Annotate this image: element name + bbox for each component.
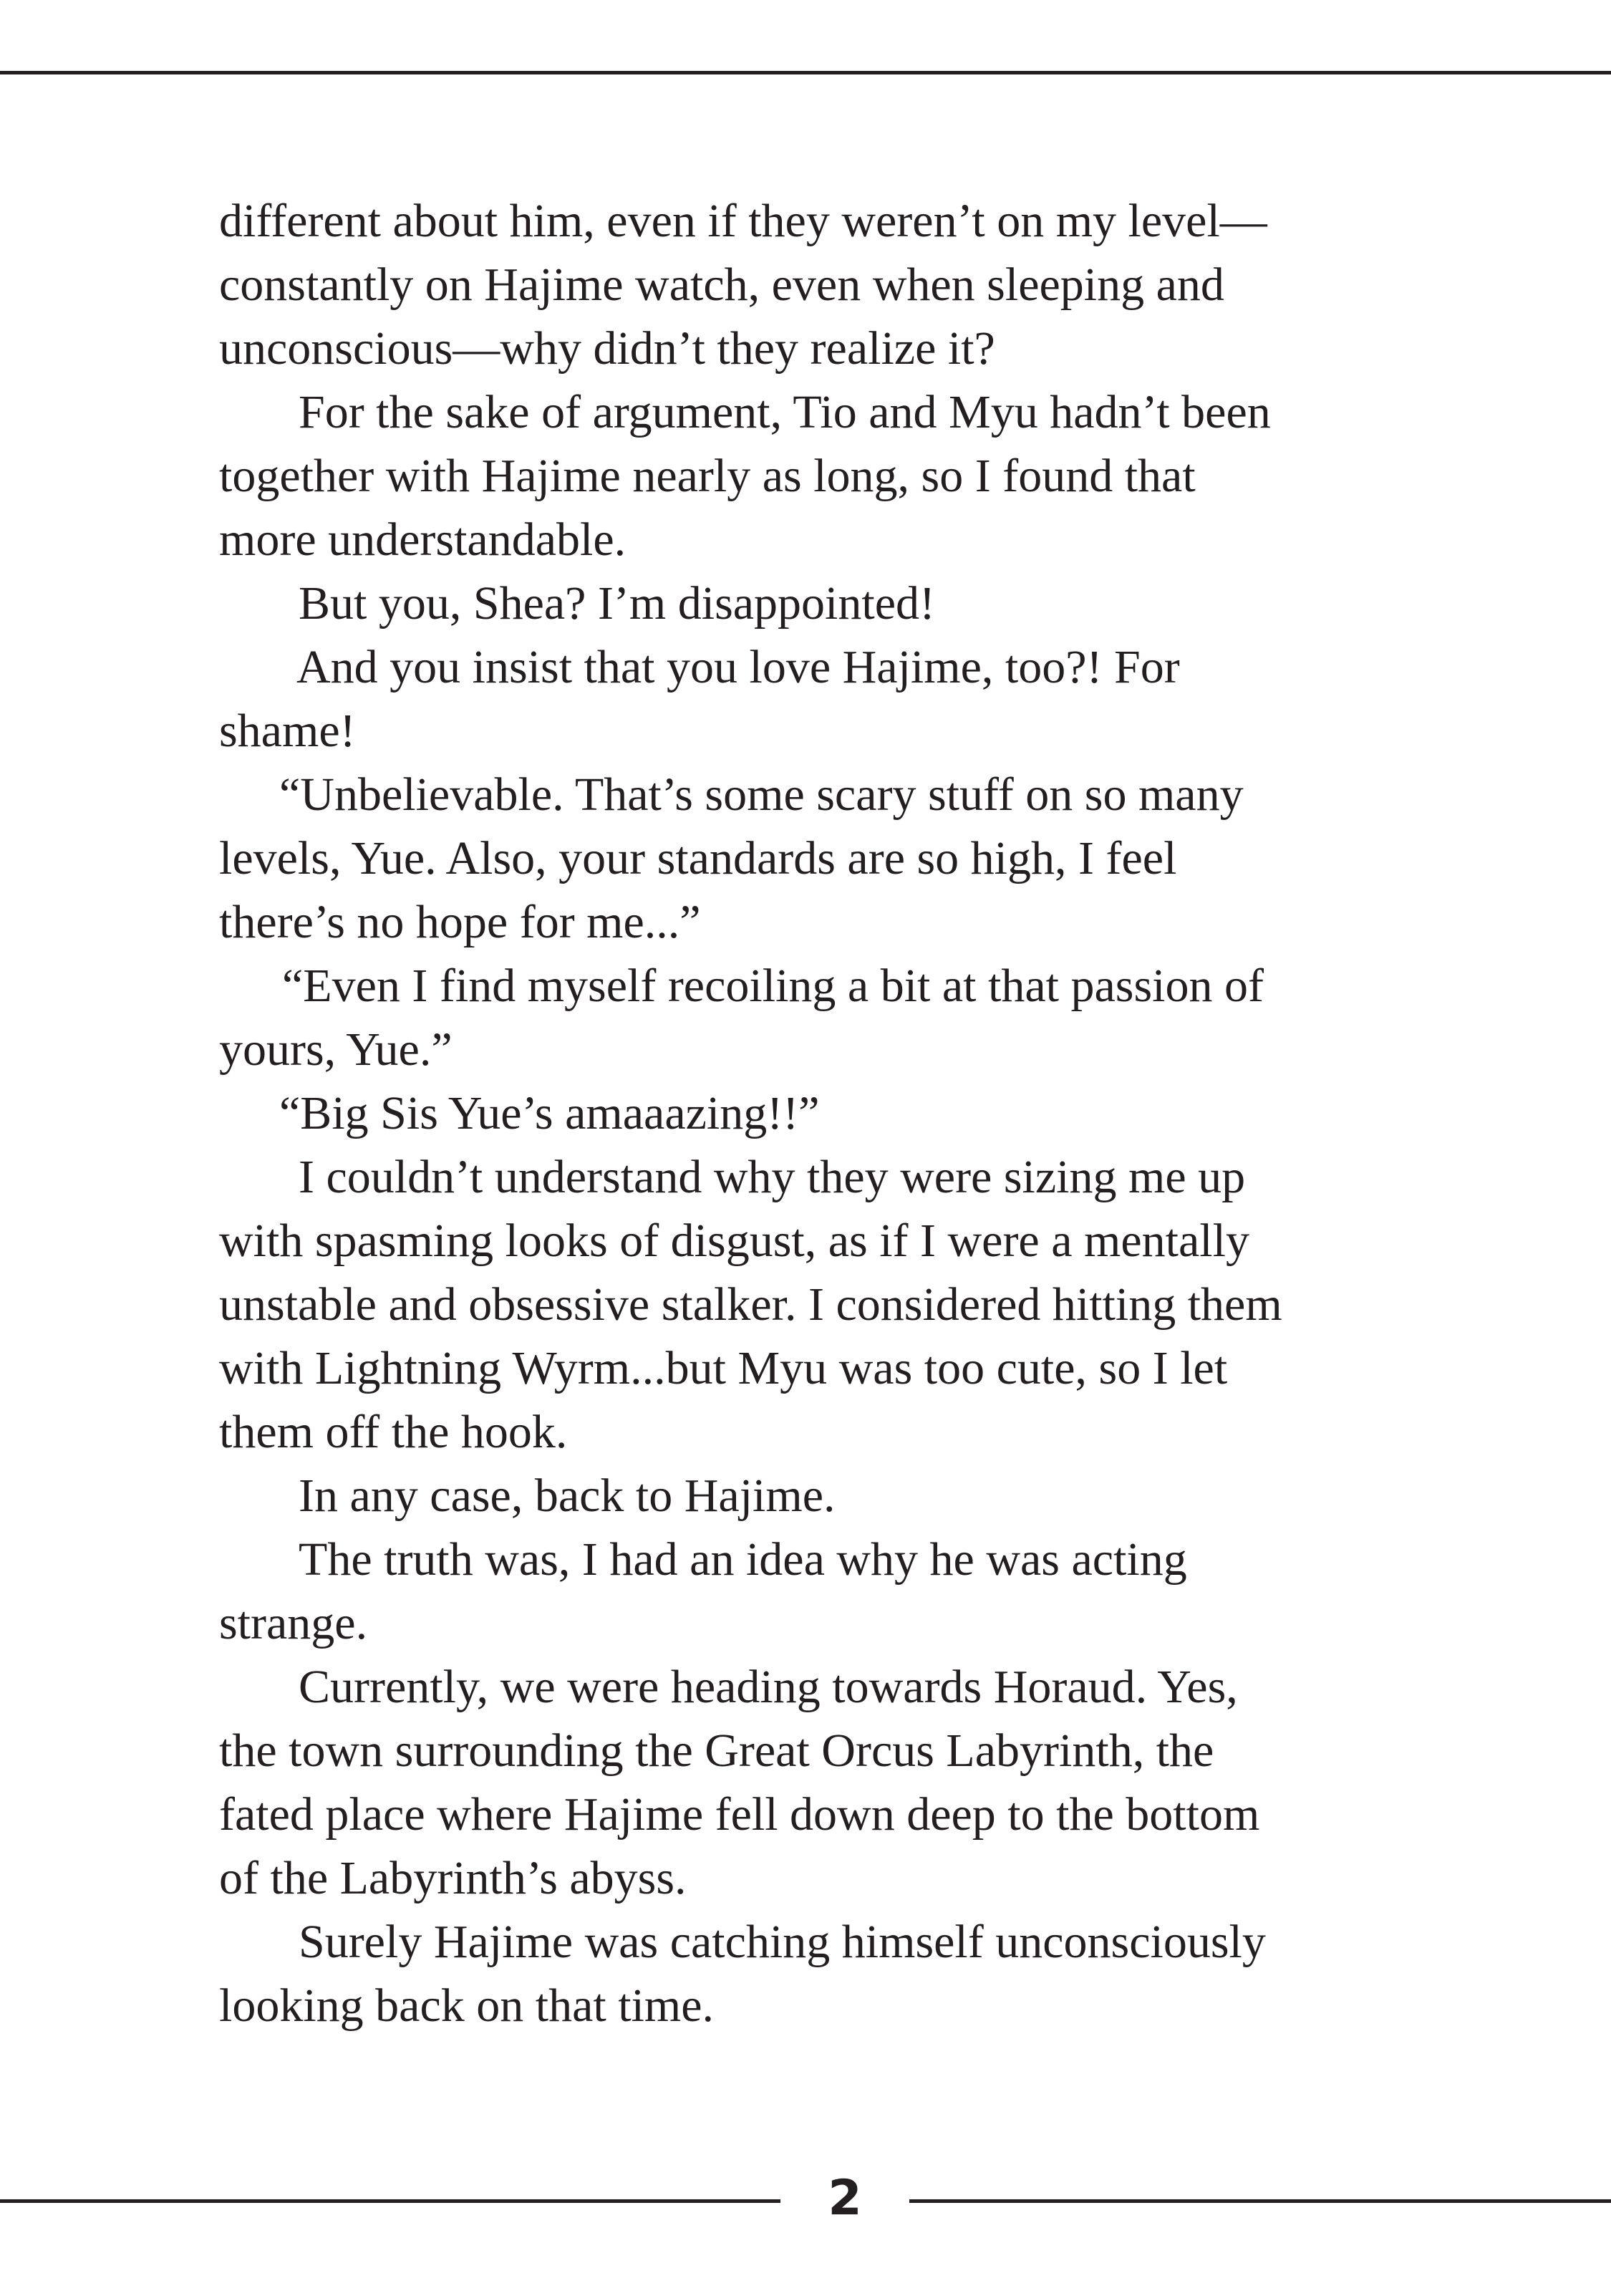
text-line: In any case, back to Hajime. [299, 1470, 836, 1522]
text-line: But you, Shea? I’m disappointed! [299, 577, 936, 630]
footer-rule-right [909, 2199, 1611, 2203]
text-line: And you insist that you love Hajime, too?! For [296, 641, 1180, 693]
text-line: For the sake of argument, Tio and Myu hadn’t been [299, 386, 1271, 438]
text-line: there’s no hope for me...” [219, 896, 701, 948]
text-line: of the Labyrinth’s abyss. [219, 1852, 687, 1904]
text-line: “Even I find myself recoiling a bit at that passion of [282, 960, 1264, 1012]
text-line: different about him, even if they weren’t on my level— [219, 195, 1267, 247]
text-line: “Big Sis Yue’s amaaazing!!” [279, 1087, 820, 1139]
text-line: looking back on that time. [219, 1979, 715, 2032]
text-line: shame! [219, 705, 356, 757]
body-text [219, 189, 1451, 2037]
header-rule [0, 71, 1611, 74]
page-number: 2 [828, 2170, 862, 2227]
text-line: fated place where Hajime fell down deep to the bottom [219, 1788, 1260, 1841]
text-line: with Lightning Wyrm...but Myu was too cute, so I let [219, 1342, 1228, 1394]
text-line: constantly on Hajime watch, even when sleeping and [219, 259, 1224, 311]
text-line: I couldn’t understand why they were sizing me up [299, 1151, 1246, 1203]
text-line: with spasming looks of disgust, as if I were a mentally [219, 1215, 1249, 1267]
text-line: together with Hajime nearly as long, so I found that [219, 450, 1196, 502]
text-line: strange. [219, 1597, 368, 1649]
text-line: Surely Hajime was catching himself unconsciously [299, 1916, 1266, 1968]
text-line: unstable and obsessive stalker. I considered hitting them [219, 1278, 1282, 1331]
text-line: yours, Yue.” [219, 1023, 453, 1076]
text-line: the town surrounding the Great Orcus Labyrinth, the [219, 1725, 1214, 1777]
text-line: more understandable. [219, 513, 626, 566]
footer-rule-left [0, 2199, 780, 2203]
text-line: them off the hook. [219, 1406, 568, 1458]
text-line: “Unbelievable. That’s some scary stuff on so many [279, 768, 1244, 821]
text-line: levels, Yue. Also, your standards are so high, I feel [219, 832, 1177, 884]
text-line: The truth was, I had an idea why he was acting [299, 1533, 1187, 1586]
text-line: Currently, we were heading towards Horaud. Yes, [299, 1661, 1238, 1713]
text-line: unconscious—why didn’t they realize it? [219, 322, 995, 375]
